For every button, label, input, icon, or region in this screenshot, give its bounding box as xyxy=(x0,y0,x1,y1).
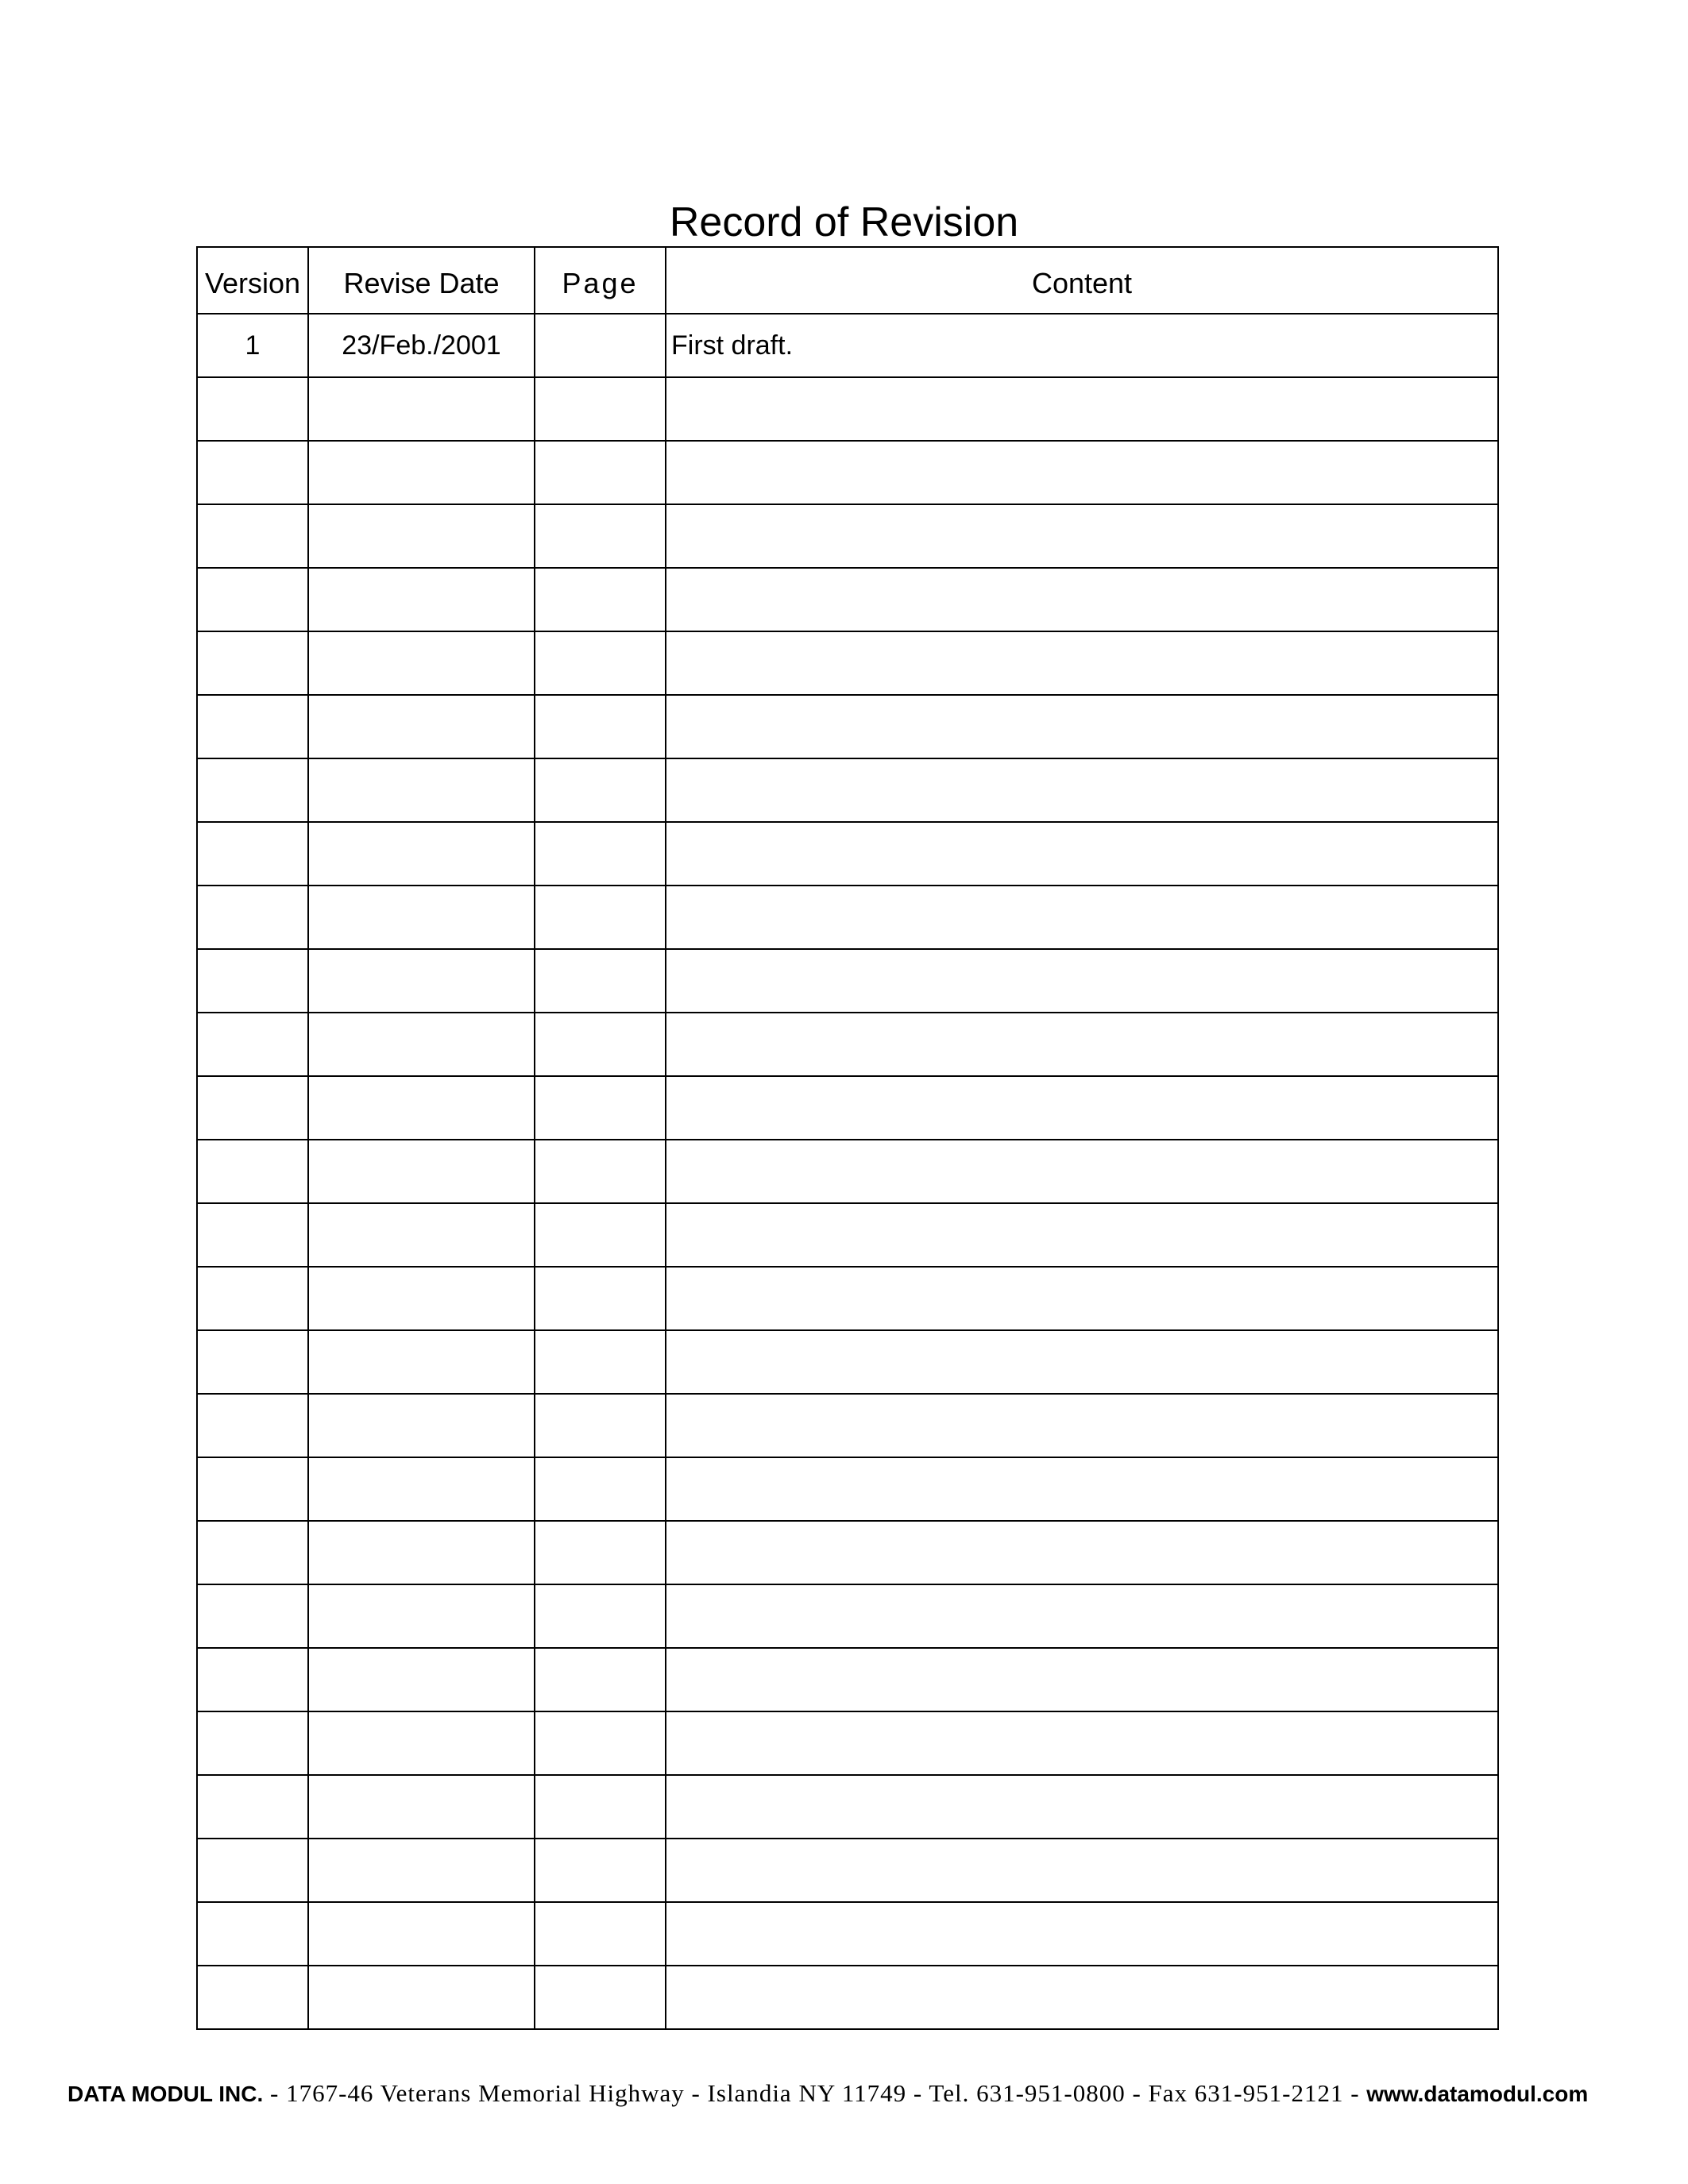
cell-content xyxy=(666,631,1498,695)
cell-version xyxy=(197,949,308,1013)
cell-version xyxy=(197,504,308,568)
header-page: Page xyxy=(535,247,666,314)
footer-company: DATA MODUL INC. xyxy=(68,2082,264,2106)
cell-page xyxy=(535,441,666,504)
cell-version xyxy=(197,1711,308,1775)
cell-version xyxy=(197,1521,308,1584)
cell-content xyxy=(666,1267,1498,1330)
cell-version xyxy=(197,1267,308,1330)
table-row xyxy=(197,1711,1498,1775)
cell-page xyxy=(535,314,666,377)
table-row xyxy=(197,822,1498,886)
cell-version xyxy=(197,1902,308,1966)
cell-page xyxy=(535,1076,666,1140)
cell-page xyxy=(535,695,666,758)
cell-content xyxy=(666,1140,1498,1203)
cell-version xyxy=(197,1140,308,1203)
table-row xyxy=(197,1203,1498,1267)
cell-revise-date xyxy=(308,441,535,504)
table-row xyxy=(197,695,1498,758)
table-row xyxy=(197,314,1498,377)
cell-content xyxy=(666,822,1498,886)
cell-page xyxy=(535,1584,666,1648)
cell-content xyxy=(666,1076,1498,1140)
cell-page xyxy=(535,631,666,695)
cell-version xyxy=(197,1330,308,1394)
revision-table-header xyxy=(197,247,1498,314)
cell-revise-date xyxy=(308,1013,535,1076)
cell-revise-date xyxy=(308,758,535,822)
document-title-text: Record of Revision xyxy=(669,199,1019,245)
table-row xyxy=(197,1394,1498,1457)
cell-page xyxy=(535,1648,666,1711)
cell-content xyxy=(666,886,1498,949)
cell-page xyxy=(535,1140,666,1203)
cell-page xyxy=(535,1775,666,1839)
cell-content xyxy=(666,1902,1498,1966)
table-row xyxy=(197,568,1498,631)
cell-page xyxy=(535,949,666,1013)
cell-version xyxy=(197,1457,308,1521)
table-row xyxy=(197,1839,1498,1902)
cell-page xyxy=(535,822,666,886)
cell-revise-date xyxy=(308,949,535,1013)
cell-content xyxy=(666,1711,1498,1775)
cell-revise-date xyxy=(308,1330,535,1394)
cell-page xyxy=(535,568,666,631)
cell-revise-date xyxy=(308,1076,535,1140)
header-revise-date: Revise Date xyxy=(308,247,535,314)
cell-revise-date xyxy=(308,1966,535,2029)
cell-page xyxy=(535,1839,666,1902)
table-row xyxy=(197,1775,1498,1839)
cell-content xyxy=(666,1394,1498,1457)
header-row xyxy=(197,247,1498,314)
cell-revise-date xyxy=(308,822,535,886)
cell-revise-date: 23/Feb./2001 xyxy=(308,314,535,377)
cell-version xyxy=(197,1203,308,1267)
table-row xyxy=(197,1076,1498,1140)
cell-content xyxy=(666,1457,1498,1521)
cell-revise-date xyxy=(308,1457,535,1521)
table-row xyxy=(197,1013,1498,1076)
cell-revise-date xyxy=(308,1521,535,1584)
table-row xyxy=(197,1902,1498,1966)
cell-content xyxy=(666,568,1498,631)
table-row xyxy=(197,949,1498,1013)
cell-page xyxy=(535,504,666,568)
cell-version xyxy=(197,1775,308,1839)
cell-page xyxy=(535,1711,666,1775)
cell-content xyxy=(666,1775,1498,1839)
footer-address: - 1767-46 Veterans Memorial Highway - Islandia NY 11749 - Tel. 631-951-0800 - Fax 631-951-2121 - xyxy=(263,2079,1367,2107)
cell-version xyxy=(197,631,308,695)
cell-version: 1 xyxy=(197,314,308,377)
cell-revise-date xyxy=(308,377,535,441)
cell-revise-date xyxy=(308,1203,535,1267)
cell-content xyxy=(666,1013,1498,1076)
header-version: Version xyxy=(197,247,308,314)
cell-revise-date xyxy=(308,1902,535,1966)
revision-table xyxy=(196,246,1499,2030)
revision-table-body xyxy=(197,314,1498,2029)
cell-page xyxy=(535,1457,666,1521)
cell-page xyxy=(535,1394,666,1457)
cell-version xyxy=(197,822,308,886)
cell-version xyxy=(197,1584,308,1648)
cell-content xyxy=(666,758,1498,822)
cell-page xyxy=(535,1013,666,1076)
cell-revise-date xyxy=(308,1839,535,1902)
table-row xyxy=(197,1457,1498,1521)
cell-version xyxy=(197,441,308,504)
table-row xyxy=(197,1521,1498,1584)
cell-revise-date xyxy=(308,1584,535,1648)
cell-page xyxy=(535,377,666,441)
cell-version xyxy=(197,758,308,822)
cell-content xyxy=(666,1648,1498,1711)
cell-page xyxy=(535,1330,666,1394)
cell-content xyxy=(666,1203,1498,1267)
cell-revise-date xyxy=(308,695,535,758)
cell-page xyxy=(535,1521,666,1584)
cell-content xyxy=(666,504,1498,568)
cell-content xyxy=(666,377,1498,441)
cell-revise-date xyxy=(308,1140,535,1203)
cell-revise-date xyxy=(308,568,535,631)
cell-content xyxy=(666,949,1498,1013)
cell-page xyxy=(535,1203,666,1267)
cell-version xyxy=(197,1394,308,1457)
cell-page xyxy=(535,758,666,822)
cell-content xyxy=(666,1839,1498,1902)
cell-page xyxy=(535,886,666,949)
cell-page xyxy=(535,1267,666,1330)
cell-version xyxy=(197,568,308,631)
cell-page xyxy=(535,1966,666,2029)
cell-content xyxy=(666,1584,1498,1648)
table-row xyxy=(197,441,1498,504)
cell-version xyxy=(197,1076,308,1140)
cell-page xyxy=(535,1902,666,1966)
table-row xyxy=(197,758,1498,822)
cell-content xyxy=(666,1966,1498,2029)
cell-revise-date xyxy=(308,1648,535,1711)
table-row xyxy=(197,504,1498,568)
cell-revise-date xyxy=(308,1394,535,1457)
cell-version xyxy=(197,886,308,949)
cell-version xyxy=(197,1013,308,1076)
table-row xyxy=(197,1140,1498,1203)
table-row xyxy=(197,631,1498,695)
header-content: Content xyxy=(666,247,1498,314)
table-row xyxy=(197,886,1498,949)
cell-version xyxy=(197,1966,308,2029)
cell-content: First draft. xyxy=(666,314,1498,377)
cell-version xyxy=(197,1839,308,1902)
cell-revise-date xyxy=(308,886,535,949)
cell-revise-date xyxy=(308,1775,535,1839)
table-row xyxy=(197,1330,1498,1394)
cell-content xyxy=(666,441,1498,504)
footer-website: www.datamodul.com xyxy=(1366,2082,1589,2106)
cell-content xyxy=(666,695,1498,758)
cell-revise-date xyxy=(308,1711,535,1775)
cell-revise-date xyxy=(308,631,535,695)
table-row xyxy=(197,1267,1498,1330)
table-row xyxy=(197,1966,1498,2029)
table-row xyxy=(197,377,1498,441)
table-row xyxy=(197,1584,1498,1648)
page-footer xyxy=(68,2079,1656,2109)
cell-revise-date xyxy=(308,1267,535,1330)
cell-version xyxy=(197,1648,308,1711)
cell-content xyxy=(666,1330,1498,1394)
cell-version xyxy=(197,377,308,441)
cell-revise-date xyxy=(308,504,535,568)
table-row xyxy=(197,1648,1498,1711)
cell-content xyxy=(666,1521,1498,1584)
document-title xyxy=(0,197,1688,248)
cell-version xyxy=(197,695,308,758)
